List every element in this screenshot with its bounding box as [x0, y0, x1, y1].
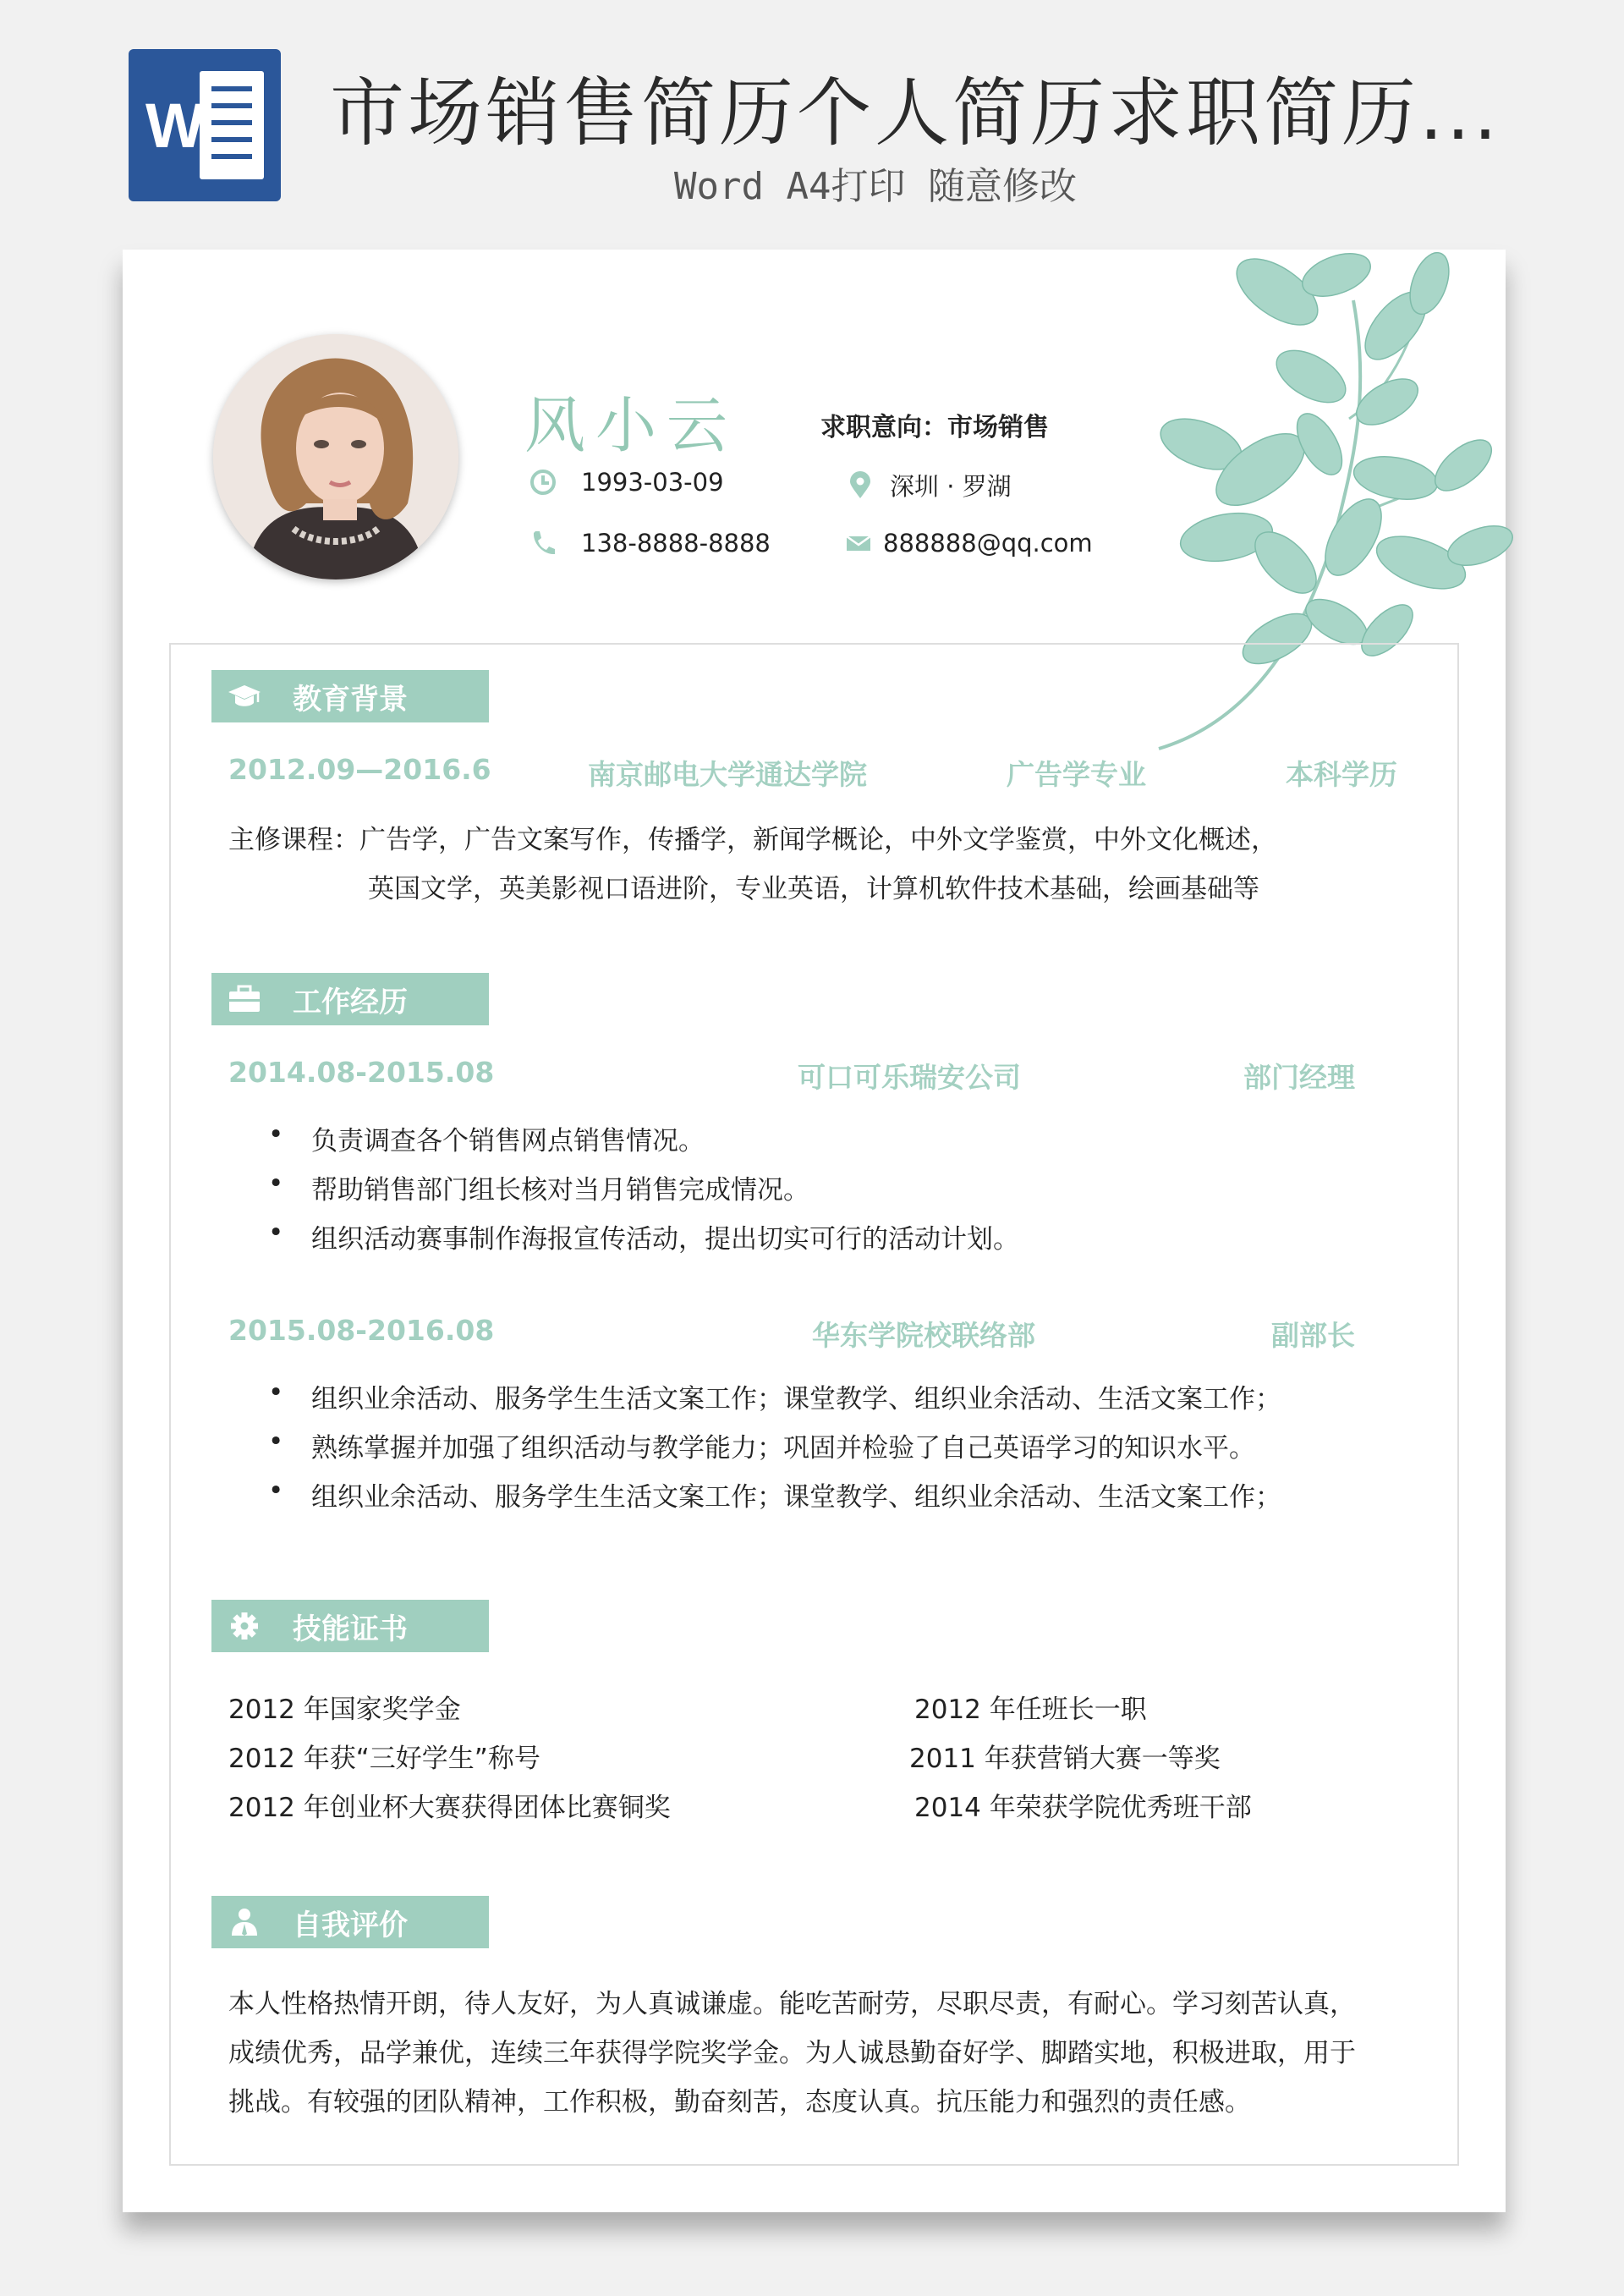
mail-icon: [844, 529, 873, 558]
bullet-dot: •: [268, 1377, 284, 1408]
section-header-skills: [211, 1600, 489, 1652]
portrait-image: [213, 334, 458, 579]
job-1-item-3: 组织活动赛事制作海报宣传活动，提出切实可行的活动计划。: [311, 1224, 1019, 1255]
avatar: [213, 334, 458, 579]
section-header-work: [211, 973, 489, 1025]
job-1-role: 部门经理: [1243, 1061, 1355, 1094]
job-1-item-2: 帮助销售部门组长核对当月销售完成情况。: [311, 1175, 809, 1206]
resume-page: [123, 250, 1506, 2212]
location-row: [846, 468, 1012, 503]
clock-icon: [529, 468, 557, 497]
education-degree: 本科学历: [1286, 758, 1397, 791]
section-header-self: [211, 1896, 489, 1948]
section-title-education: 教育背景: [293, 682, 408, 717]
briefcase-icon: [227, 984, 262, 1014]
graduation-cap-icon: [227, 681, 262, 711]
birth-date-row: [529, 468, 724, 497]
bullet-dot: •: [268, 1475, 284, 1506]
email-row: [844, 529, 1093, 558]
phone-icon: [529, 529, 557, 558]
job-2-period: 2015.08-2016.08: [228, 1314, 495, 1347]
candidate-name: 风小云: [524, 390, 738, 461]
skill-right-3: 2014 年荣获学院优秀班干部: [914, 1793, 1252, 1823]
section-header-education: [211, 670, 489, 722]
bullet-dot: •: [268, 1217, 284, 1248]
job-2-role: 副部长: [1271, 1319, 1355, 1352]
skill-left-2: 2012 年获“三好学生”称号: [228, 1744, 540, 1774]
education-period: 2012.09—2016.6: [228, 753, 491, 786]
job-2-item-2: 熟练掌握并加强了组织活动与教学能力；巩固并检验了自己英语学习的知识水平。: [311, 1433, 1255, 1464]
location: 深圳 · 罗湖: [890, 472, 1012, 501]
self-eval-line-3: 挑战。有较强的团队精神，工作积极，勤奋刻苦，态度认真。抗压能力和强烈的责任感。: [228, 2087, 1251, 2117]
self-eval-line-2: 成绩优秀，品学兼优，连续三年获得学院奖学金。为人诚恳勤奋好学、脚踏实地，积极进取，用于: [228, 2038, 1356, 2068]
skill-left-1: 2012 年国家奖学金: [228, 1695, 461, 1725]
banner-subtitle: Word A4打印 随意修改: [674, 165, 1077, 208]
birth-date: 1993-03-09: [581, 468, 724, 497]
job-2-item-3: 组织业余活动、服务学生生活文案工作；课堂教学、组织业余活动、生活文案工作；: [311, 1482, 1281, 1513]
education-courses-line2: 英国文学，英美影视口语进阶，专业英语，计算机软件技术基础，绘画基础等: [368, 874, 1259, 904]
job-2-item-1: 组织业余活动、服务学生生活文案工作；课堂教学、组织业余活动、生活文案工作；: [311, 1384, 1281, 1414]
job-1-period: 2014.08-2015.08: [228, 1056, 495, 1089]
skill-right-1: 2012 年任班长一职: [914, 1695, 1147, 1725]
job-1-company: 可口可乐瑞安公司: [798, 1061, 1021, 1094]
banner-title: 市场销售简历个人简历求职简历...: [330, 69, 1501, 157]
email: 888888@qq.com: [883, 529, 1093, 558]
education-school: 南京邮电大学通达学院: [588, 758, 867, 791]
phone-row: [529, 529, 771, 558]
self-eval-line-1: 本人性格热情开朗，待人友好，为人真诚谦虚。能吃苦耐劳，尽职尽责，有耐心。学习刻苦认真，: [228, 1989, 1356, 2019]
section-title-skills: 技能证书: [293, 1612, 408, 1646]
gear-icon: [227, 1611, 262, 1641]
phone-number: 138-8888-8888: [581, 529, 771, 558]
bullet-dot: •: [268, 1168, 284, 1199]
job-1-item-1: 负责调查各个销售网点销售情况。: [311, 1126, 705, 1156]
person-icon: [227, 1907, 262, 1937]
skill-right-2: 2011 年获营销大赛一等奖: [909, 1744, 1221, 1774]
skill-left-3: 2012 年创业杯大赛获得团体比赛铜奖: [228, 1793, 671, 1823]
education-major: 广告学专业: [1007, 758, 1146, 791]
section-title-self: 自我评价: [293, 1908, 408, 1942]
section-title-work: 工作经历: [293, 985, 408, 1019]
banner: [0, 0, 1624, 228]
location-pin-icon: [846, 471, 875, 500]
education-courses-line1: 主修课程：广告学，广告文案写作，传播学，新闻学概论，中外文学鉴赏，中外文化概述，: [228, 825, 1277, 855]
job-2-company: 华东学院校联络部: [812, 1319, 1035, 1352]
job-target: 求职意向：市场销售: [820, 413, 1049, 442]
word-logo-letter: W: [145, 91, 205, 161]
bullet-dot: •: [268, 1426, 284, 1457]
bullet-dot: •: [268, 1119, 284, 1150]
